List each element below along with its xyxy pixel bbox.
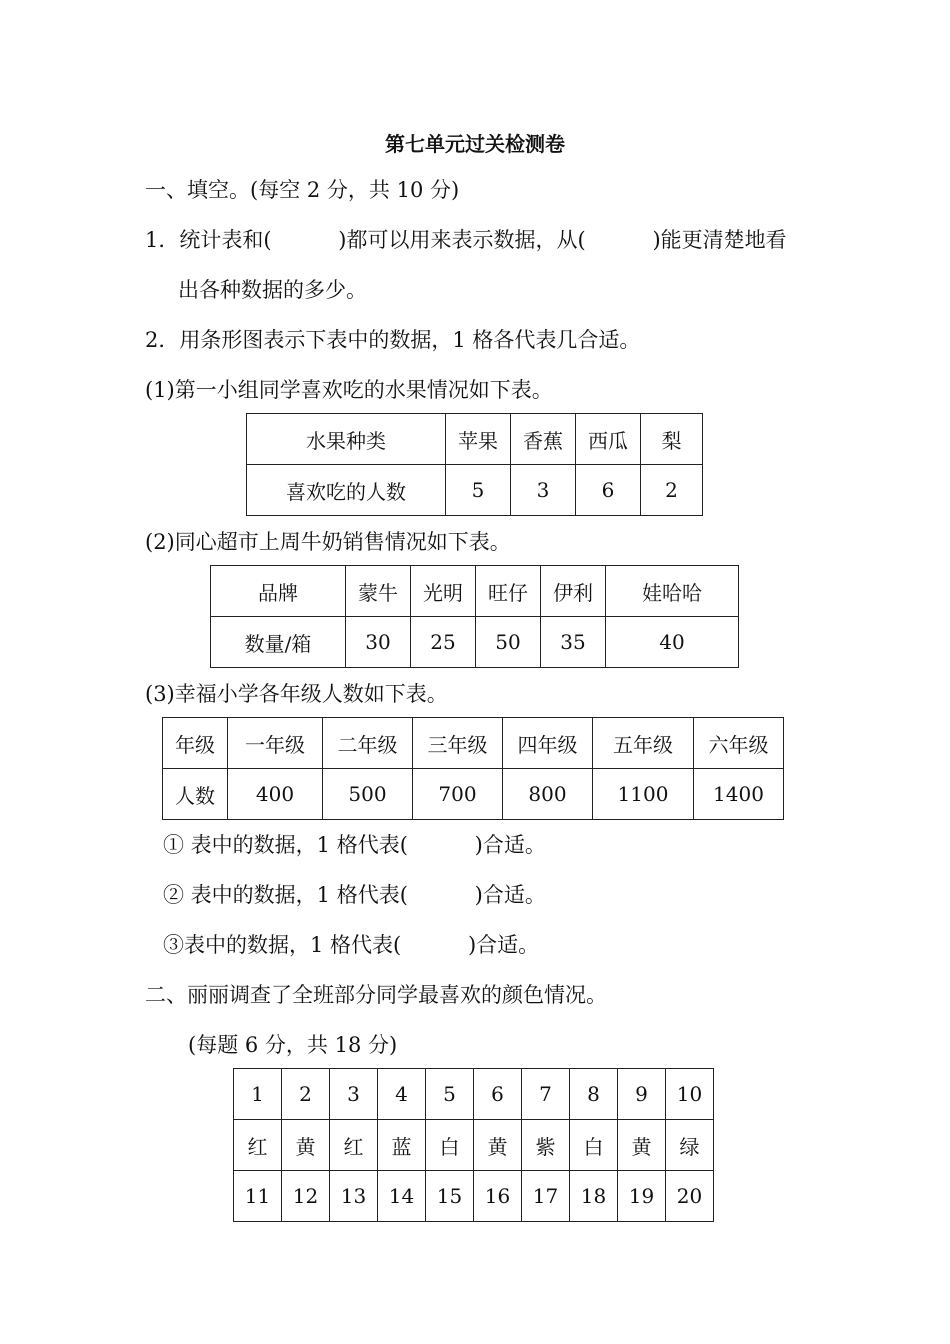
table-row [247, 414, 703, 465]
table-cell: 6 [474, 1069, 522, 1120]
table-cell: 5 [446, 465, 511, 516]
table-row [211, 566, 739, 617]
table-cell: 17 [522, 1171, 570, 1222]
table-cell: 16 [474, 1171, 522, 1222]
table-cell: 数量/箱 [211, 617, 346, 668]
table-cell: 绿 [666, 1120, 714, 1171]
table-cell: 白 [570, 1120, 618, 1171]
table-cell: 2 [641, 465, 703, 516]
table-cell: 8 [570, 1069, 618, 1120]
table-cell: 白 [426, 1120, 474, 1171]
table-cell: 7 [522, 1069, 570, 1120]
table-cell: 14 [378, 1171, 426, 1222]
answer-line-1: ① 表中的数据，1 格代表( )合适。 [163, 833, 546, 857]
table-cell: 蒙牛 [346, 566, 411, 617]
table-cell: 四年级 [503, 718, 593, 769]
sub2-caption: (2)同心超市上周牛奶销售情况如下表。 [145, 530, 511, 554]
table-cell: 13 [330, 1171, 378, 1222]
sub3-caption: (3)幸福小学各年级人数如下表。 [145, 682, 448, 706]
table-row [234, 1171, 714, 1222]
table-cell: 娃哈哈 [606, 566, 739, 617]
table-cell: 六年级 [694, 718, 784, 769]
sub1-caption: (1)第一小组同学喜欢吃的水果情况如下表。 [145, 378, 553, 402]
table-row [234, 1120, 714, 1171]
color-table [233, 1068, 714, 1222]
table-row [163, 769, 784, 820]
table-cell: 35 [541, 617, 606, 668]
table-cell: 2 [282, 1069, 330, 1120]
question2-text: 2．用条形图表示下表中的数据，1 格各代表几合适。 [145, 328, 641, 352]
table-cell: 9 [618, 1069, 666, 1120]
table-row [163, 718, 784, 769]
table-cell: 水果种类 [247, 414, 446, 465]
table-cell: 3 [511, 465, 576, 516]
table-cell: 梨 [641, 414, 703, 465]
table-cell: 10 [666, 1069, 714, 1120]
table-cell: 500 [323, 769, 413, 820]
table-row [211, 617, 739, 668]
table-cell: 旺仔 [476, 566, 541, 617]
page-title: 第七单元过关检测卷 [385, 132, 565, 156]
table-cell: 1 [234, 1069, 282, 1120]
grade-table [162, 717, 784, 820]
table-cell: 18 [570, 1171, 618, 1222]
question1-line1: 1．统计表和( )都可以用来表示数据，从( )能更清楚地看 [145, 228, 787, 252]
table-cell: 3 [330, 1069, 378, 1120]
table-cell: 红 [330, 1120, 378, 1171]
table-cell: 1100 [593, 769, 694, 820]
table-cell: 紫 [522, 1120, 570, 1171]
table-cell: 苹果 [446, 414, 511, 465]
table-cell: 黄 [282, 1120, 330, 1171]
table-cell: 西瓜 [576, 414, 641, 465]
table-cell: 蓝 [378, 1120, 426, 1171]
table-cell: 年级 [163, 718, 228, 769]
table-cell: 6 [576, 465, 641, 516]
table-cell: 400 [228, 769, 323, 820]
table-cell: 700 [413, 769, 503, 820]
milk-table [210, 565, 739, 668]
table-cell: 4 [378, 1069, 426, 1120]
section2-score: (每题 6 分，共 18 分) [188, 1033, 398, 1057]
table-cell: 20 [666, 1171, 714, 1222]
question1-line2: 出各种数据的多少。 [178, 278, 367, 302]
answer-line-2: ② 表中的数据，1 格代表( )合适。 [163, 883, 546, 907]
table-cell: 1400 [694, 769, 784, 820]
table-row [247, 465, 703, 516]
table-cell: 19 [618, 1171, 666, 1222]
table-cell: 黄 [474, 1120, 522, 1171]
table-cell: 人数 [163, 769, 228, 820]
table-cell: 喜欢吃的人数 [247, 465, 446, 516]
section2-heading: 二、丽丽调查了全班部分同学最喜欢的颜色情况。 [145, 983, 607, 1007]
answer-line-3: ③表中的数据，1 格代表( )合适。 [163, 933, 540, 957]
section1-heading: 一、填空。(每空 2 分，共 10 分) [145, 178, 460, 202]
table-cell: 5 [426, 1069, 474, 1120]
table-cell: 品牌 [211, 566, 346, 617]
table-cell: 一年级 [228, 718, 323, 769]
table-cell: 黄 [618, 1120, 666, 1171]
table-row [234, 1069, 714, 1120]
table-cell: 三年级 [413, 718, 503, 769]
table-cell: 伊利 [541, 566, 606, 617]
table-cell: 25 [411, 617, 476, 668]
table-cell: 40 [606, 617, 739, 668]
table-cell: 30 [346, 617, 411, 668]
table-cell: 红 [234, 1120, 282, 1171]
table-cell: 五年级 [593, 718, 694, 769]
table-cell: 15 [426, 1171, 474, 1222]
table-cell: 12 [282, 1171, 330, 1222]
table-cell: 50 [476, 617, 541, 668]
table-cell: 二年级 [323, 718, 413, 769]
fruit-table [246, 413, 703, 516]
table-cell: 光明 [411, 566, 476, 617]
table-cell: 香蕉 [511, 414, 576, 465]
table-cell: 11 [234, 1171, 282, 1222]
table-cell: 800 [503, 769, 593, 820]
